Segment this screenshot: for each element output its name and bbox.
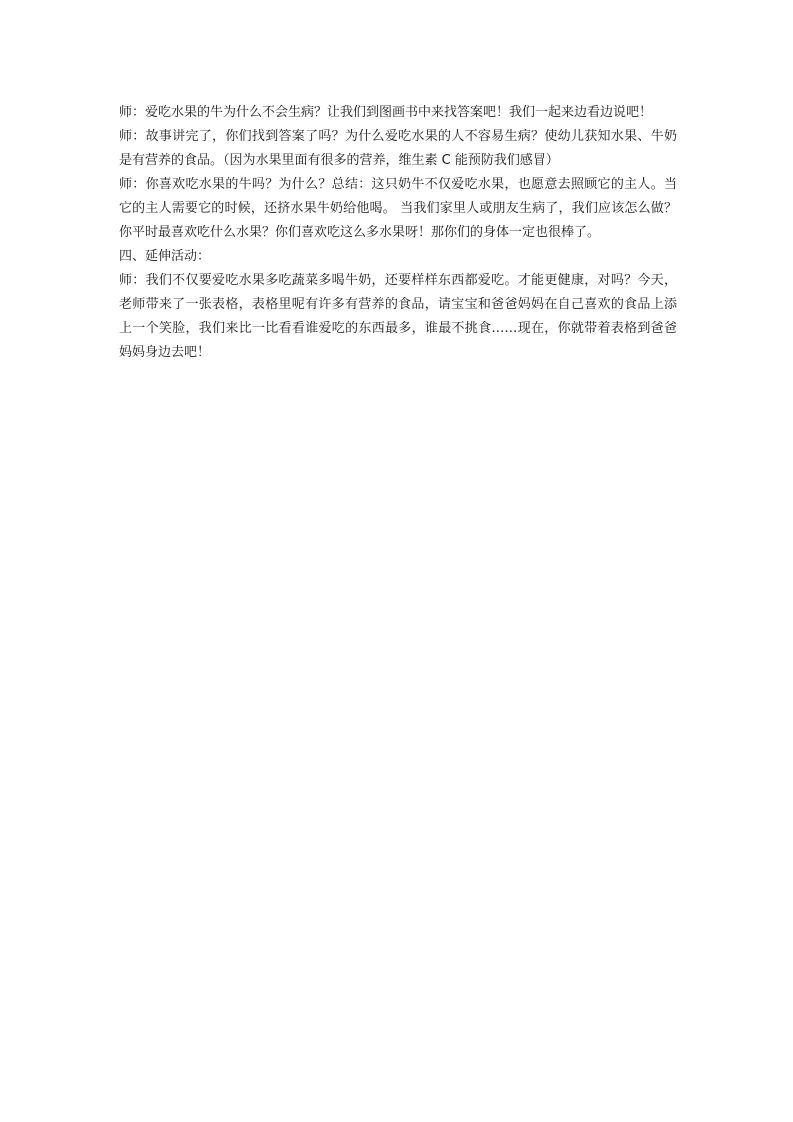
document-body — [119, 101, 677, 365]
section-heading-extension: 四、延伸活动： — [119, 249, 211, 264]
paragraph-extension-activity: 师：我们不仅要爱吃水果多吃蔬菜多喝牛奶，还要样样东西都爱吃。才能更健康，对吗？今天，老师带来了一张表格，表格里呢有许多有营养的食品，请宝宝和爸爸妈妈在自己喜欢的食品上添上一个笑脸，我们来比一比看看谁爱吃的东西最多，谁最不挑食……现在，你就带着表格到爸爸妈妈身边去吧！ — [119, 273, 677, 360]
paragraph-story-answer: 师：故事讲完了，你们找到答案了吗？为什么爱吃水果的人不容易生病？使幼儿获知水果、牛奶是有营养的食品。（因为水果里面有很多的营养，维生素 C 能预防我们感冒） — [119, 129, 677, 168]
paragraph-story-question: 师：爱吃水果的牛为什么不会生病？让我们到图画书中来找答案吧！我们一起来边看边说吧！ — [119, 105, 653, 120]
paragraph-summary: 师：你喜欢吃水果的牛吗？为什么？总结：这只奶牛不仅爱吃水果，也愿意去照顾它的主人。当它的主人需要它的时候，还挤水果牛奶给他喝。 当我们家里人或朋友生病了，我们应该怎么做？你平时最喜欢吃什么水果？你们喜欢吃这么多水果呀！那你们的身体一定也很棒了。 — [119, 177, 677, 240]
